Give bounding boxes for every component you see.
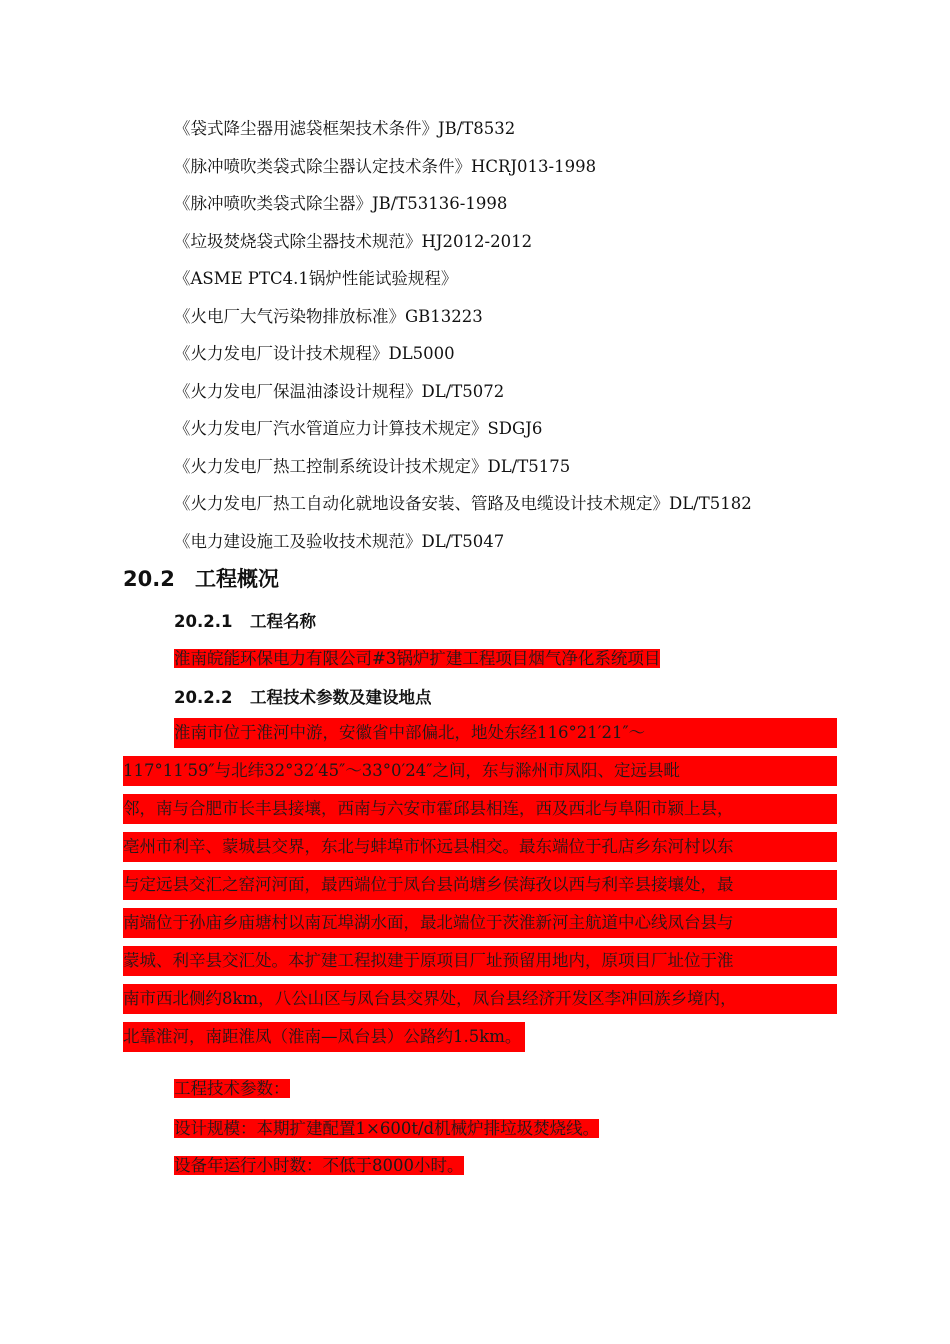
- location-paragraph: [123, 718, 837, 1060]
- paragraph-line: [123, 946, 837, 984]
- reference-item: 《脉冲喷吹类袋式除尘器认定技术条件》HCRJ013-1998: [174, 156, 597, 176]
- paragraph-line-text: 北靠淮河，南距淮凤（淮南—凤台县）公路约1.5km。: [123, 1022, 525, 1052]
- reference-item: 《火力发电厂保温油漆设计规程》DL/T5072: [174, 381, 505, 401]
- reference-item: 《火电厂大气污染物排放标准》GB13223: [174, 306, 483, 326]
- paragraph-line: [123, 984, 837, 1022]
- paragraph-line-text: 与定远县交汇之窑河河面，最西端位于凤台县尚塘乡侯海孜以西与利辛县接壤处，最: [123, 870, 837, 900]
- paragraph-line-text: 亳州市利辛、蒙城县交界，东北与蚌埠市怀远县相交。最东端位于孔店乡东河村以东: [123, 832, 837, 862]
- reference-item: 《垃圾焚烧袋式除尘器技术规范》HJ2012-2012: [174, 231, 533, 251]
- design-scale-text: 设计规模：本期扩建配置1×600t/d机械炉排垃圾焚烧线。: [174, 1119, 600, 1138]
- subsection-number: 20.2.2: [174, 688, 233, 707]
- paragraph-line-text: 南市西北侧约8km，八公山区与凤台县交界处，凤台县经济开发区李冲回族乡境内，: [123, 984, 837, 1014]
- paragraph-line: [123, 832, 837, 870]
- paragraph-line-text: 淮南市位于淮河中游，安徽省中部偏北，地处东经116°21′21″～: [174, 718, 837, 748]
- params-label-text: 工程技术参数：: [174, 1079, 290, 1098]
- design-scale-line: [174, 1116, 599, 1142]
- reference-item: 《火力发电厂设计技术规程》DL5000: [174, 344, 455, 363]
- reference-item: 《ASME PTC4.1锅炉性能试验规程》: [174, 269, 458, 288]
- section-title: 工程概况: [195, 567, 279, 591]
- paragraph-line: [123, 870, 837, 908]
- reference-item: 《电力建设施工及验收技术规范》DL/T5047: [174, 531, 505, 551]
- subsection-title: 工程名称: [250, 612, 316, 631]
- paragraph-line: [123, 756, 837, 794]
- reference-item: 《火力发电厂热工自动化就地设备安装、管路及电缆设计技术规定》DL/T5182: [174, 494, 752, 513]
- reference-standards-list: [174, 115, 752, 565]
- operating-hours-text: 设备年运行小时数：不低于8000小时。: [174, 1156, 464, 1175]
- project-name-line: [174, 646, 660, 672]
- section-heading: [123, 563, 279, 595]
- paragraph-line-text: 南端位于孙庙乡庙塘村以南瓦埠湖水面，最北端位于茨淮新河主航道中心线凤台县与: [123, 908, 837, 938]
- operating-hours-line: [174, 1153, 464, 1179]
- reference-item: 《火力发电厂汽水管道应力计算技术规定》SDGJ6: [174, 419, 543, 438]
- paragraph-line-text: 蒙城、利辛县交汇处。本扩建工程拟建于原项目厂址预留用地内，原项目厂址位于淮: [123, 946, 837, 976]
- subsection-title: 工程技术参数及建设地点: [250, 688, 432, 707]
- paragraph-line: [123, 718, 837, 756]
- section-number: 20.2: [123, 567, 175, 591]
- paragraph-line-text: 117°11′59″与北纬32°32′45″～33°0′24″之间，东与滁州市凤阳、定远县毗: [123, 756, 837, 786]
- subsection-heading-name: [174, 608, 316, 636]
- subsection-heading-params: [174, 684, 432, 712]
- paragraph-line: [123, 1022, 837, 1060]
- subsection-number: 20.2.1: [174, 612, 233, 631]
- reference-item: 《袋式降尘器用滤袋框架技术条件》JB/T8532: [174, 119, 516, 138]
- params-label-line: [174, 1076, 290, 1102]
- reference-item: 《脉冲喷吹类袋式除尘器》JB/T53136-1998: [174, 194, 508, 213]
- paragraph-line: [123, 794, 837, 832]
- reference-item: 《火力发电厂热工控制系统设计技术规定》DL/T5175: [174, 456, 571, 476]
- paragraph-line-text: 邻，南与合肥市长丰县接壤，西南与六安市霍邱县相连，西及西北与阜阳市颍上县，: [123, 794, 837, 824]
- project-name-text: 淮南皖能环保电力有限公司#3锅炉扩建工程项目烟气净化系统项目: [174, 649, 661, 668]
- paragraph-line: [123, 908, 837, 946]
